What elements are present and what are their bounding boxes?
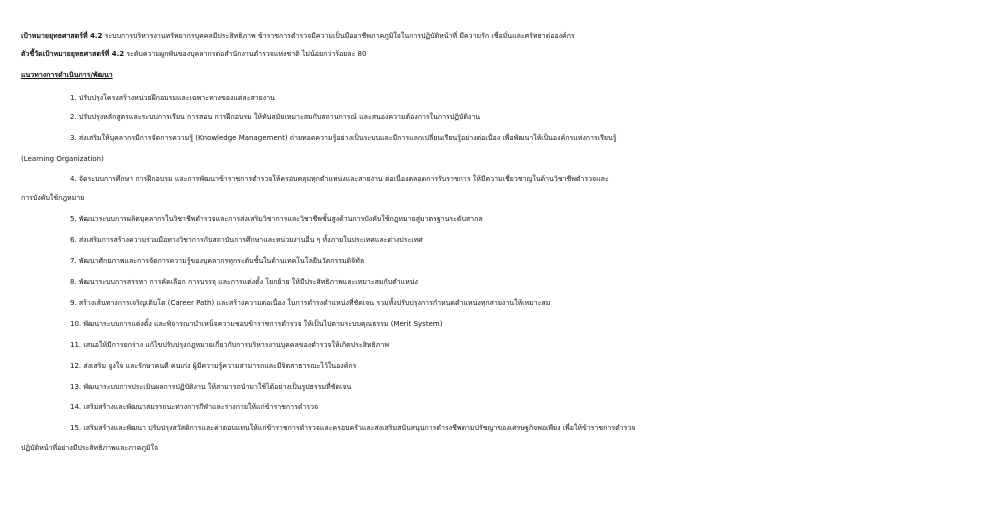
approach-heading: แนวทางการดำเนินการ/พัฒนา (21, 71, 113, 79)
approach-item-8: 8. พัฒนาระบบการสรรหา การคัดเลือก การบรรจุ และการแต่งตั้ง โยกย้าย ให้มีประสิทธิภาพและเหมาะสมกับตำแหน่ง (70, 278, 418, 286)
approach-item-7: 7. พัฒนาศักยภาพและการจัดการความรู้ของบุคลากรทุกระดับชั้นในด้านเทคโนโลยีนวัตกรรมดิจิทัล (70, 257, 365, 265)
approach-item-3-continuation: (Learning Organization) (21, 155, 104, 163)
approach-item-10: 10. พัฒนาระบบการแต่งตั้ง และพิจารณาบำเหน็จความชอบข้าราชการตำรวจ ให้เป็นไปตามระบบคุณธรรม (Merit System) (70, 320, 443, 328)
strategic-goal-line (21, 29, 1000, 43)
approach-item-13: 13. พัฒนาระบบการประเมินผลการปฏิบัติงาน ให้สามารถนำมาใช้ได้อย่างเป็นรูปธรรมที่ชัดเจน (70, 383, 352, 391)
approach-item-1: 1. ปรับปรุงโครงสร้างหน่วยฝึกอบรมและเฉพาะทางของแต่ละสายงาน (70, 94, 275, 102)
approach-item-9: 9. สร้างเส้นทางการเจริญเติบโต (Career Path) และสร้างความต่อเนื่อง ในการดำรงตำแหน่งที่ชัดเจน รวมทั้งปรับปรุงการกำหนดตำแหน่งทุกสายงานให้เหมาะสม (70, 299, 551, 307)
approach-item-2: 2. ปรับปรุงหลักสูตรและระบบการเรียน การสอน การฝึกอบรม ให้ทันสมัยเหมาะสมกับสถานการณ์ และสนองความต้องการในการปฏิบัติงาน (70, 113, 481, 121)
kpi-label: ตัวชี้วัดเป้าหมายยุทธศาสตร์ที่ 4.2 (21, 50, 125, 58)
approach-item-3: 3. ส่งเสริมให้บุคลากรมีการจัดการความรู้ (Knowledge Management) ถ่ายทอดความรู้อย่างเป็นระบบและมีการแลกเปลี่ยนเรียนรู้อย่างต่อเนื่อง เพื่อพัฒนาให้เป็นองค์กรแห่งการเรียนรู้ (70, 134, 617, 142)
strategic-goal-label: เป้าหมายยุทธศาสตร์ที่ 4.2 (21, 32, 103, 40)
approach-item-15: 15. เสริมสร้างและพัฒนา ปรับปรุงสวัสดิการและค่าตอบแทนให้แก่ข้าราชการตำรวจและครอบครัวและส่งเสริมสนับสนุนการดำรงชีพตามปรัชญาของเศรษฐกิจพอเพียง เพื่อให้ข้าราชการตำรวจ (70, 424, 636, 432)
approach-item-14: 14. เสริมสร้างและพัฒนาสมรรถนะทางการกีฬาและร่างกายให้แก่ข้าราชการตำรวจ (70, 403, 319, 411)
kpi-text: ระดับความผูกพันของบุคลากรต่อสำนักงานตำรวจแห่งชาติ ไม่น้อยกว่าร้อยละ 80 (124, 50, 367, 58)
strategic-goal-text: ระบบการบริหารงานทรัพยากรบุคคลมีประสิทธิภาพ ข้าราชการตำรวจมีความเป็นมืออาชีพภาคภูมิใจในการปฏิบัติหน้าที่ มีความรัก เชื่อมั่นและศรัทธาต่อองค์กร (102, 32, 575, 40)
approach-item-5: 5. พัฒนาระบบการผลิตบุคลากรในวิชาชีพตำรวจและการส่งเสริมวิชาการและวิชาชีพชั้นสูงด้านการบังคับใช้กฎหมายสู่มาตรฐานระดับสากล (70, 215, 483, 223)
approach-item-4: 4. จัดระบบการศึกษา การฝึกอบรม และการพัฒนาข้าราชการตำรวจให้ครอบคลุมทุกตำแหน่งและสายงาน ต่อเนื่องตลอดการรับราชการ ให้มีความเชี่ยวชาญในด้านวิชาชีพตำรวจและ (70, 175, 609, 183)
approach-item-6: 6. ส่งเสริมการสร้างความร่วมมือทางวิชาการกับสถาบันการศึกษาและหน่วยงานอื่น ๆ ทั้งภายในประเทศและต่างประเทศ (70, 236, 423, 244)
approach-item-11: 11. เสนอให้มีการยกร่าง แก้ไขปรับปรุงกฎหมายเกี่ยวกับการบริหารงานบุคคลของตำรวจให้เกิดประสิทธิภาพ (70, 341, 389, 349)
approach-item-4-continuation: การบังคับใช้กฎหมาย (21, 194, 85, 202)
kpi-line (21, 47, 1000, 61)
approach-item-15-continuation: ปฏิบัติหน้าที่อย่างมีประสิทธิภาพและภาคภูมิใจ (21, 444, 159, 452)
approach-item-12: 12. ส่งเสริม จูงใจ และรักษาคนดี คนเก่ง ผู้มีความรู้ความสามารถและมีจิตสาธารณะไว้ในองค์กร (70, 362, 357, 370)
